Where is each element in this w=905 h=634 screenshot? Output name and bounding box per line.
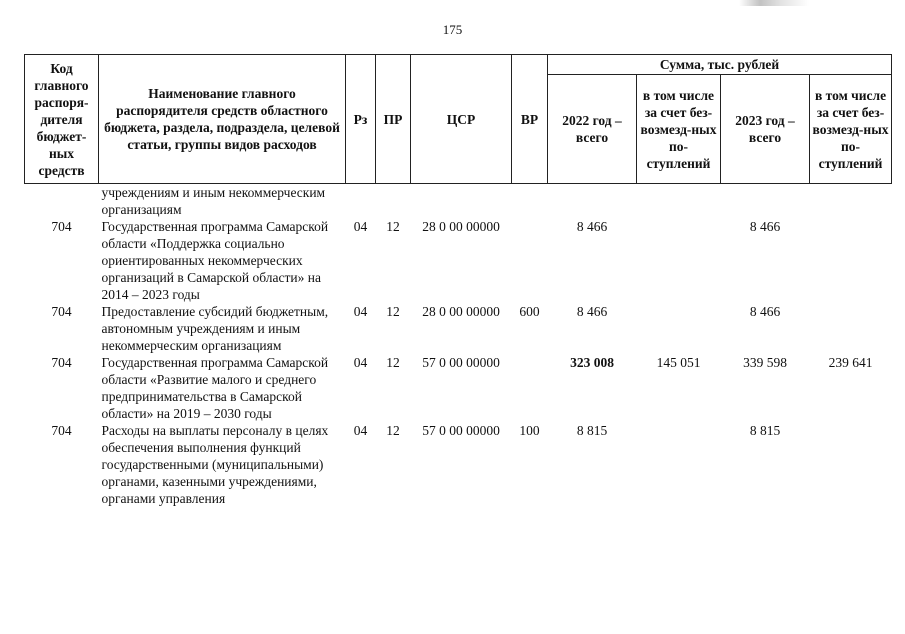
row-vr (512, 354, 548, 422)
row-2023-free (810, 303, 892, 354)
table-header (25, 55, 892, 184)
row-csr: 28 0 00 00000 (422, 304, 500, 319)
table-row (25, 422, 892, 507)
table-row-continuation (25, 184, 892, 219)
header-name: Наименование главного распорядителя средств областного бюджета, раздела, подраздела, целевой статьи, группы видов расходов (99, 55, 346, 184)
row-csr: 57 0 00 00000 (422, 423, 500, 438)
table-row (25, 218, 892, 303)
row-csr: 57 0 00 00000 (422, 355, 500, 370)
row-2022-free (637, 303, 721, 354)
row-vr: 100 (519, 423, 540, 438)
row-name: Государственная программа Самарской области «Поддержка социально ориентированных некоммерческих организаций в Самарской области» на 2014 – 2023 годы (101, 219, 329, 302)
header-code: Код главного распоря-дителя бюджет-ных средств (25, 55, 99, 184)
row-vr (512, 218, 548, 303)
row-2022-free (637, 218, 721, 303)
row-pr: 12 (386, 423, 400, 438)
row-name: Государственная программа Самарской области «Развитие малого и среднего предпринимательства в Самарской области» на 2019 – 2030 годы (101, 355, 329, 421)
row-2023-free: 239 641 (828, 355, 873, 370)
row-rz: 04 (353, 355, 368, 370)
row-vr: 600 (519, 304, 540, 319)
table-row (25, 303, 892, 354)
header-2023-total: 2023 год – всего (721, 75, 810, 184)
row-pr: 12 (386, 219, 400, 234)
header-sum: Сумма, тыс. рублей (548, 55, 892, 75)
row-2023-free (810, 218, 892, 303)
row-rz: 04 (353, 304, 368, 319)
row-code: 704 (51, 355, 72, 370)
page-number: 175 (442, 22, 463, 37)
budget-table (24, 54, 892, 507)
row-2022-total: 323 008 (570, 355, 614, 370)
row-name: Расходы на выплаты персоналу в целях обеспечения выполнения функций государственными (муниципальными) органами, казенными учреждениями, органами управления (101, 423, 329, 506)
row-name: Предоставление субсидий бюджетным, автономным учреждениям и иным некоммерческим организациям (101, 304, 329, 353)
row-2023-total: 8 815 (749, 423, 781, 438)
header-csr: ЦСР (411, 55, 512, 184)
row-2023-total: 8 466 (749, 219, 781, 234)
row-code: 704 (51, 423, 72, 438)
row-2022-total: 8 815 (576, 423, 608, 438)
row-2023-total: 8 466 (749, 304, 781, 319)
row-rz: 04 (353, 423, 368, 438)
row-code: 704 (51, 304, 72, 319)
table-row (25, 354, 892, 422)
row-code: 704 (51, 219, 72, 234)
header-pr: ПР (376, 55, 411, 184)
header-vr: ВР (512, 55, 548, 184)
header-2022-total: 2022 год – всего (548, 75, 637, 184)
row-csr: 28 0 00 00000 (422, 219, 500, 234)
row-2023-total: 339 598 (743, 355, 787, 370)
table-body (25, 184, 892, 508)
row-pr: 12 (386, 355, 400, 370)
row-2022-total: 8 466 (576, 304, 608, 319)
header-2022-free: в том числе за счет без-возмезд-ных по-ступлений (637, 75, 721, 184)
row-pr: 12 (386, 304, 400, 319)
row-2022-total: 8 466 (576, 219, 608, 234)
row-2022-free: 145 051 (656, 355, 701, 370)
row-2023-free (810, 422, 892, 507)
row-2022-free (637, 422, 721, 507)
continuation-text: учреждениям и иным некоммерческим организациям (101, 185, 326, 217)
row-rz: 04 (353, 219, 368, 234)
scan-artifact (739, 0, 809, 6)
header-2023-free: в том числе за счет без-возмезд-ных по-ступлений (810, 75, 892, 184)
header-rz: Рз (346, 55, 376, 184)
